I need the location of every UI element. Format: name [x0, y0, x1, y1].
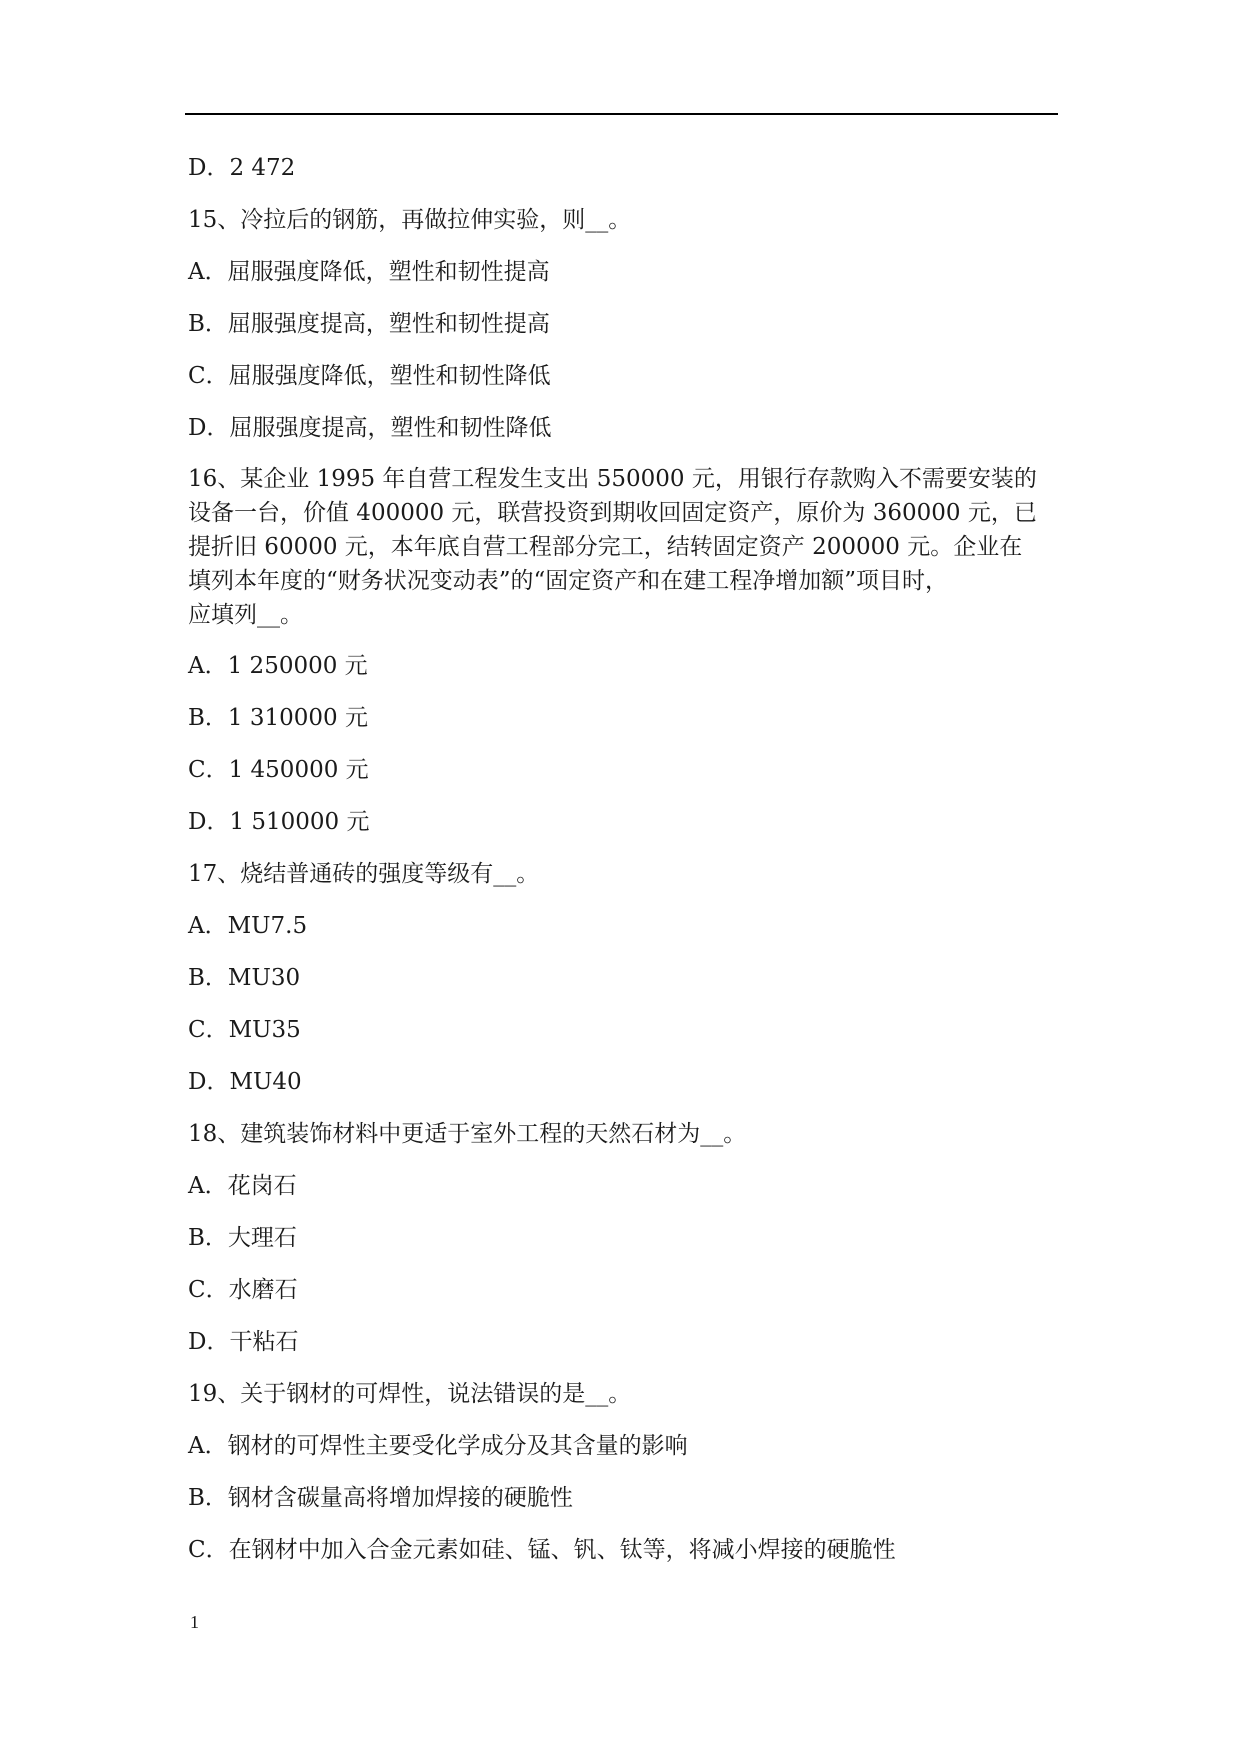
page-number: 1 [190, 1612, 199, 1632]
option-a-q17: A．MU7.5 [188, 913, 308, 939]
question-17: 17、烧结普通砖的强度等级有__。 [188, 861, 540, 887]
option-b-q15: B．屈服强度提高，塑性和韧性提高 [188, 311, 550, 337]
question-16-line: 16、某企业 1995 年自营工程发生支出 550000 元，用银行存款购入不需要安装的 [188, 466, 1037, 492]
question-16-line: 提折旧 60000 元，本年底自营工程部分完工，结转固定资产 200000 元。企业在 [188, 534, 1023, 560]
option-a-q18: A．花岗石 [188, 1173, 297, 1199]
option-b-q18: B．大理石 [188, 1225, 297, 1251]
question-16 [188, 462, 1068, 632]
option-d-q14: D．2 472 [188, 155, 296, 181]
option-b-q19: B．钢材含碳量高将增加焊接的硬脆性 [188, 1485, 573, 1511]
question-15: 15、冷拉后的钢筋，再做拉伸实验，则__。 [188, 207, 632, 233]
option-c-q17: C．MU35 [188, 1017, 301, 1043]
question-19: 19、关于钢材的可焊性，说法错误的是__。 [188, 1381, 632, 1407]
option-d-q18: D．干粘石 [188, 1329, 299, 1355]
option-a-q15: A．屈服强度降低，塑性和韧性提高 [188, 259, 550, 285]
option-b-q16: B．1 310000 元 [188, 705, 368, 731]
question-18: 18、建筑装饰材料中更适于室外工程的天然石材为__。 [188, 1121, 747, 1147]
option-c-q18: C．水磨石 [188, 1277, 298, 1303]
option-c-q15: C．屈服强度降低，塑性和韧性降低 [188, 363, 551, 389]
question-16-line: 应填列__。 [188, 602, 303, 628]
option-c-q16: C．1 450000 元 [188, 757, 369, 783]
question-16-line: 填列本年度的“财务状况变动表”的“固定资产和在建工程净增加额”项目时， [188, 568, 949, 594]
option-d-q16: D．1 510000 元 [188, 809, 370, 835]
option-a-q19: A．钢材的可焊性主要受化学成分及其含量的影响 [188, 1433, 688, 1459]
option-d-q17: D．MU40 [188, 1069, 302, 1095]
option-d-q15: D．屈服强度提高，塑性和韧性降低 [188, 415, 552, 441]
header-rule [185, 113, 1058, 115]
option-c-q19: C．在钢材中加入合金元素如硅、锰、钒、钛等，将减小焊接的硬脆性 [188, 1537, 896, 1563]
question-16-line: 设备一台，价值 400000 元，联营投资到期收回固定资产，原价为 360000 元，已 [188, 500, 1037, 526]
option-a-q16: A．1 250000 元 [188, 653, 368, 679]
option-b-q17: B．MU30 [188, 965, 301, 991]
page-content [188, 150, 1068, 1568]
